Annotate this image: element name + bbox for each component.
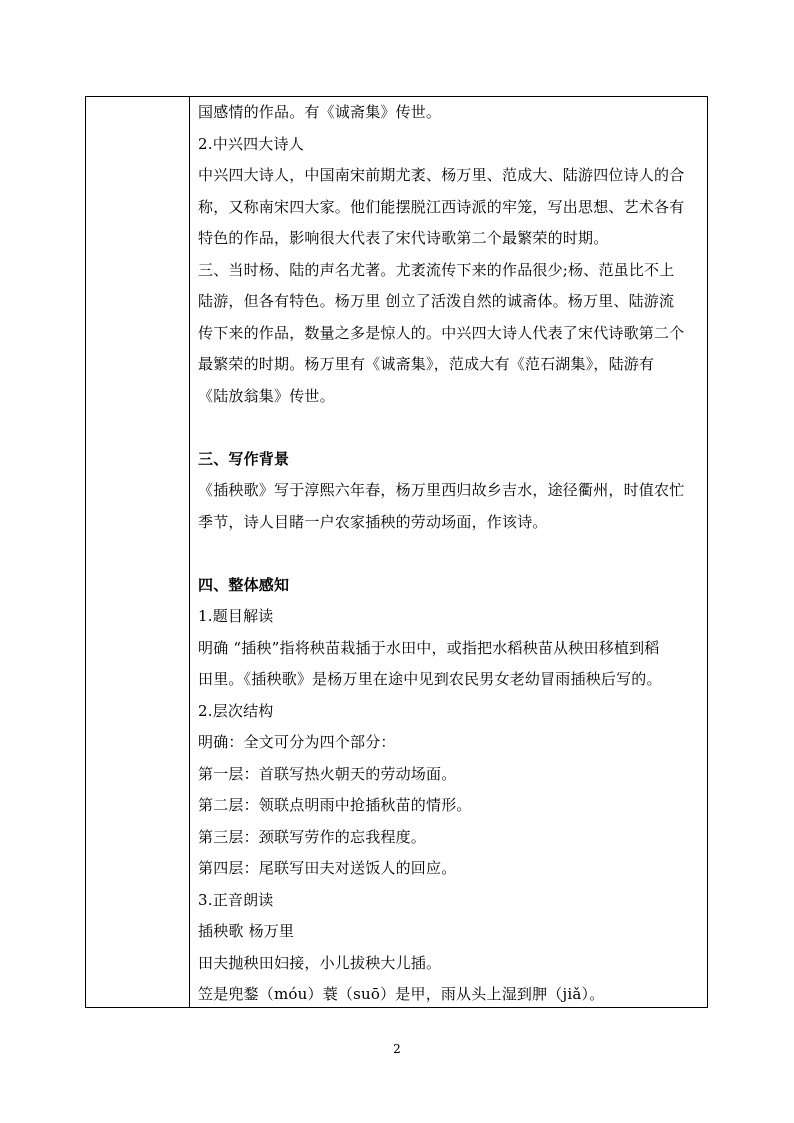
text-line: 明确：全文可分为四个部分： xyxy=(198,733,396,751)
lesson-table xyxy=(85,96,708,1008)
section-heading: 三、写作背景 xyxy=(198,450,290,468)
text-line: 第一层：首联写热火朝天的劳动场面。 xyxy=(198,765,457,783)
subheading-line: 2.层次结构 xyxy=(198,702,274,720)
text-line: 《陆放翁集》传世。 xyxy=(198,387,335,405)
text-line: 传下来的作品，数量之多是惊人的。中兴四大诗人代表了宋代诗歌第二个 xyxy=(198,324,685,342)
text-line: 国感情的作品。有《诚斋集》传世。 xyxy=(198,103,442,121)
text-line: 第二层：领联点明雨中抢插秋苗的情形。 xyxy=(198,796,472,814)
text-line: 最繁荣的时期。杨万里有《诚斋集》，范成大有《范石湖集》，陆游有 xyxy=(198,355,655,373)
poem-line: 田夫抛秧田妇接，小儿拔秧大儿插。 xyxy=(198,954,442,972)
text-line: 陆游，但各有特色。杨万里 创立了活泼自然的诚斋体。杨万里、陆游流 xyxy=(198,292,675,310)
text-line: 三、当时杨、陆的声名尤著。尤袤流传下来的作品很少;杨、范虽比不上 xyxy=(198,261,675,279)
content-cell xyxy=(198,97,703,1007)
text-line: 称，又称南宋四大家。他们能摆脱江西诗派的牢笼，写出思想、艺术各有 xyxy=(198,198,685,216)
subheading-line: 1.题目解读 xyxy=(198,607,274,625)
text-line: 中兴四大诗人，中国南宋前期尤袤、杨万里、范成大、陆游四位诗人的合 xyxy=(198,166,685,184)
text-line: 特色的作品，影响很大代表了宋代诗歌第二个最繁荣的时期。 xyxy=(198,229,609,247)
text-line: 《插秧歌》写于淳熙六年春，杨万里西归故乡吉水，途径衢州，时值农忙 xyxy=(198,481,685,499)
page-number: 2 xyxy=(393,1042,401,1056)
text-line: 第四层：尾联写田夫对送饭人的回应。 xyxy=(198,859,457,877)
text-line: 田里。《插秧歌》是杨万里在途中见到农民男女老幼冒雨插秧后写的。 xyxy=(198,670,662,688)
section-heading: 四、整体感知 xyxy=(198,576,290,594)
poem-line: 笠是兜鍪（móu）蓑（suō）是甲，雨从头上湿到胛（jiǎ）。 xyxy=(198,985,605,1003)
text-line: 第三层：颈联写劳作的忘我程度。 xyxy=(198,828,427,846)
subheading-line: 2.中兴四大诗人 xyxy=(198,135,304,153)
poem-title-line: 插秧歌 杨万里 xyxy=(198,922,295,940)
text-line: 季节，诗人目睹一户农家插秧的劳动场面，作该诗。 xyxy=(198,513,548,531)
subheading-line: 3.正音朗读 xyxy=(198,891,274,909)
left-empty-cell xyxy=(86,97,190,1007)
text-line: 明确 “插秧”指将秧苗栽插于水田中，或指把水稻秧苗从秧田移植到稻 xyxy=(198,639,660,657)
